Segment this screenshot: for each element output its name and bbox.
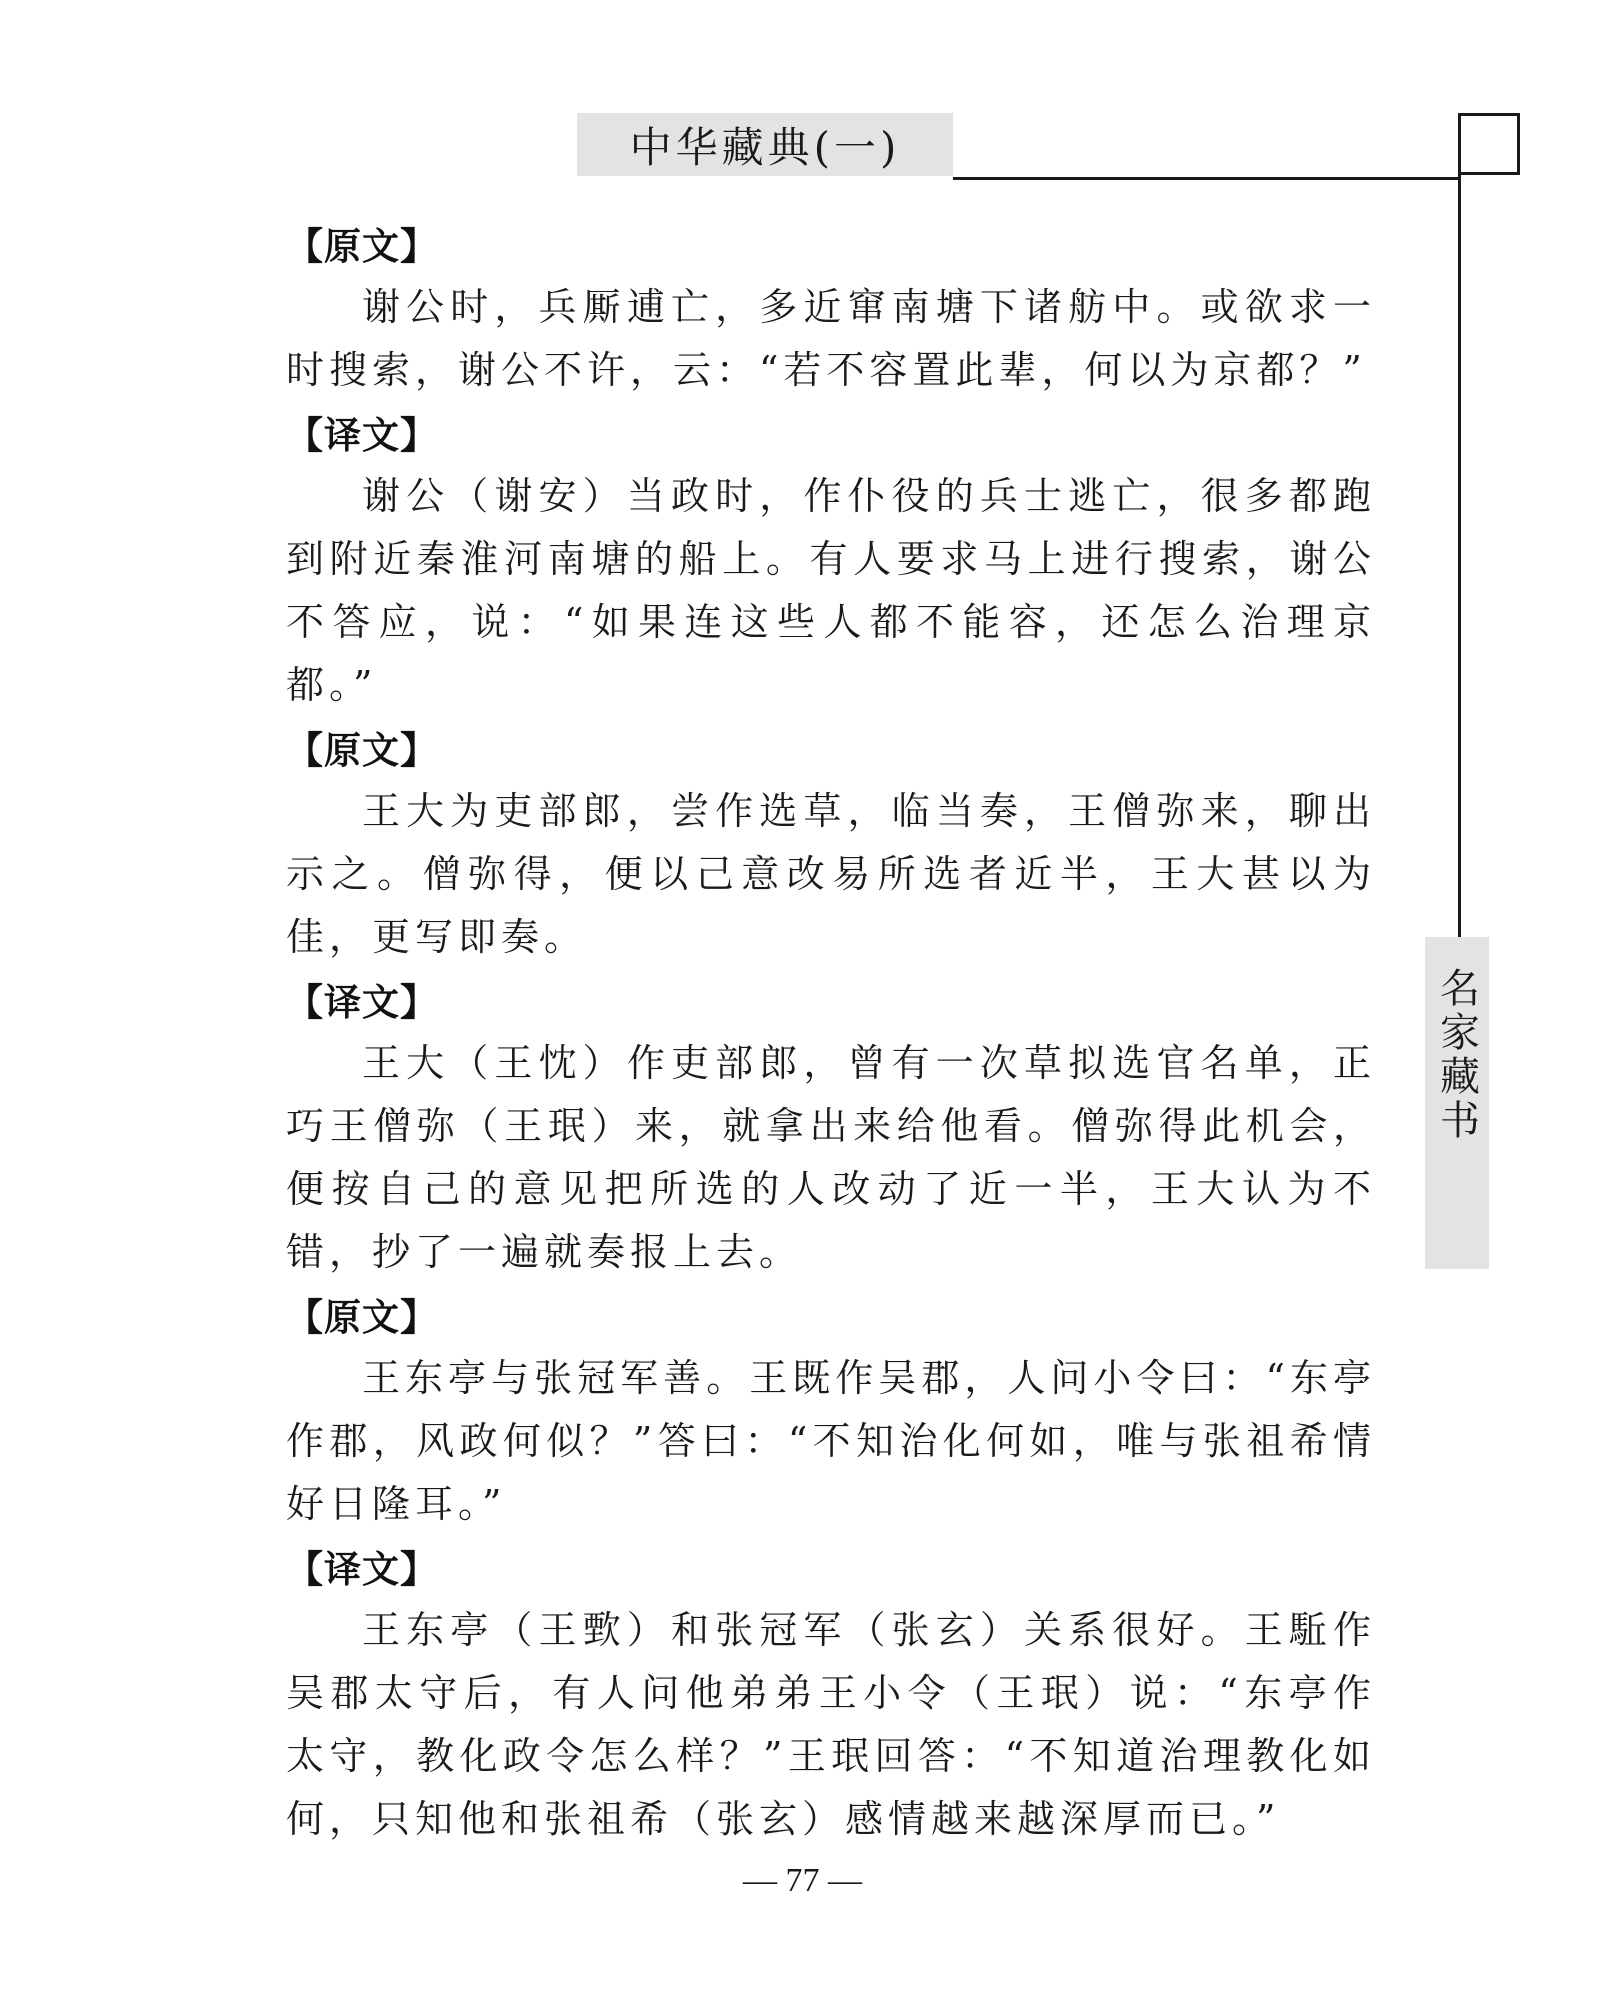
- header-rule: [953, 177, 1458, 180]
- section-3: [286, 722, 1376, 969]
- corner-box-ornament: [1458, 113, 1520, 175]
- section-paragraph: 谢公（谢安）当政时，作仆役的兵士逃亡，很多都跑到附近秦淮河南塘的船上。有人要求马上进行搜索，谢公不答应，说：“如果连这些人都不能容，还怎么治理京都。”: [286, 474, 1376, 707]
- section-5: [286, 1289, 1376, 1536]
- section-1: [286, 218, 1376, 402]
- section-heading: 【译文】: [286, 414, 438, 457]
- section-paragraph: 王大为吏部郎，尝作选草，临当奏，王僧弥来，聊出示之。僧弥得，便以己意改易所选者近半，王大甚以为佳，更写即奏。: [286, 789, 1376, 959]
- section-heading: 【译文】: [286, 1548, 438, 1591]
- side-tab: [1425, 937, 1489, 1269]
- section-4: [286, 974, 1376, 1284]
- header-title-box: [577, 113, 953, 176]
- section-2: [286, 407, 1376, 717]
- section-heading: 【译文】: [286, 981, 438, 1024]
- book-title: 中华藏典(一): [629, 122, 901, 172]
- side-tab-label: 名家藏书: [1433, 967, 1480, 1143]
- section-heading: 【原文】: [286, 225, 438, 268]
- section-heading: 【原文】: [286, 729, 438, 772]
- section-6: [286, 1541, 1376, 1851]
- side-vertical-rule: [1458, 113, 1461, 939]
- section-heading: 【原文】: [286, 1296, 438, 1339]
- section-paragraph: 王东亭与张冠军善。王既作吴郡，人问小令曰：“东亭作郡，风政何似？”答曰：“不知治化何如，唯与张祖希情好日隆耳。”: [286, 1356, 1376, 1526]
- section-paragraph: 王大（王忱）作吏部郎，曾有一次草拟选官名单，正巧王僧弥（王珉）来，就拿出来给他看。僧弥得此机会，便按自己的意见把所选的人改动了近一半，王大认为不错，抄了一遍就奏报上去。: [286, 1041, 1376, 1274]
- main-content: [286, 218, 1376, 1856]
- section-paragraph: 王东亭（王歅）和张冠军（张玄）关系很好。王駈作吴郡太守后，有人问他弟弟王小令（王珉）说：“东亭作太守，教化政令怎么样？”王珉回答：“不知道治理教化如何，只知他和张祖希（张玄）感情越来越深厚而已。”: [286, 1608, 1376, 1841]
- page-number: — 77 —: [743, 1862, 862, 1899]
- section-paragraph: 谢公时，兵厮逋亡，多近窜南塘下诸舫中。或欲求一时搜索，谢公不许，云：“若不容置此辈，何以为京都？”: [286, 285, 1376, 392]
